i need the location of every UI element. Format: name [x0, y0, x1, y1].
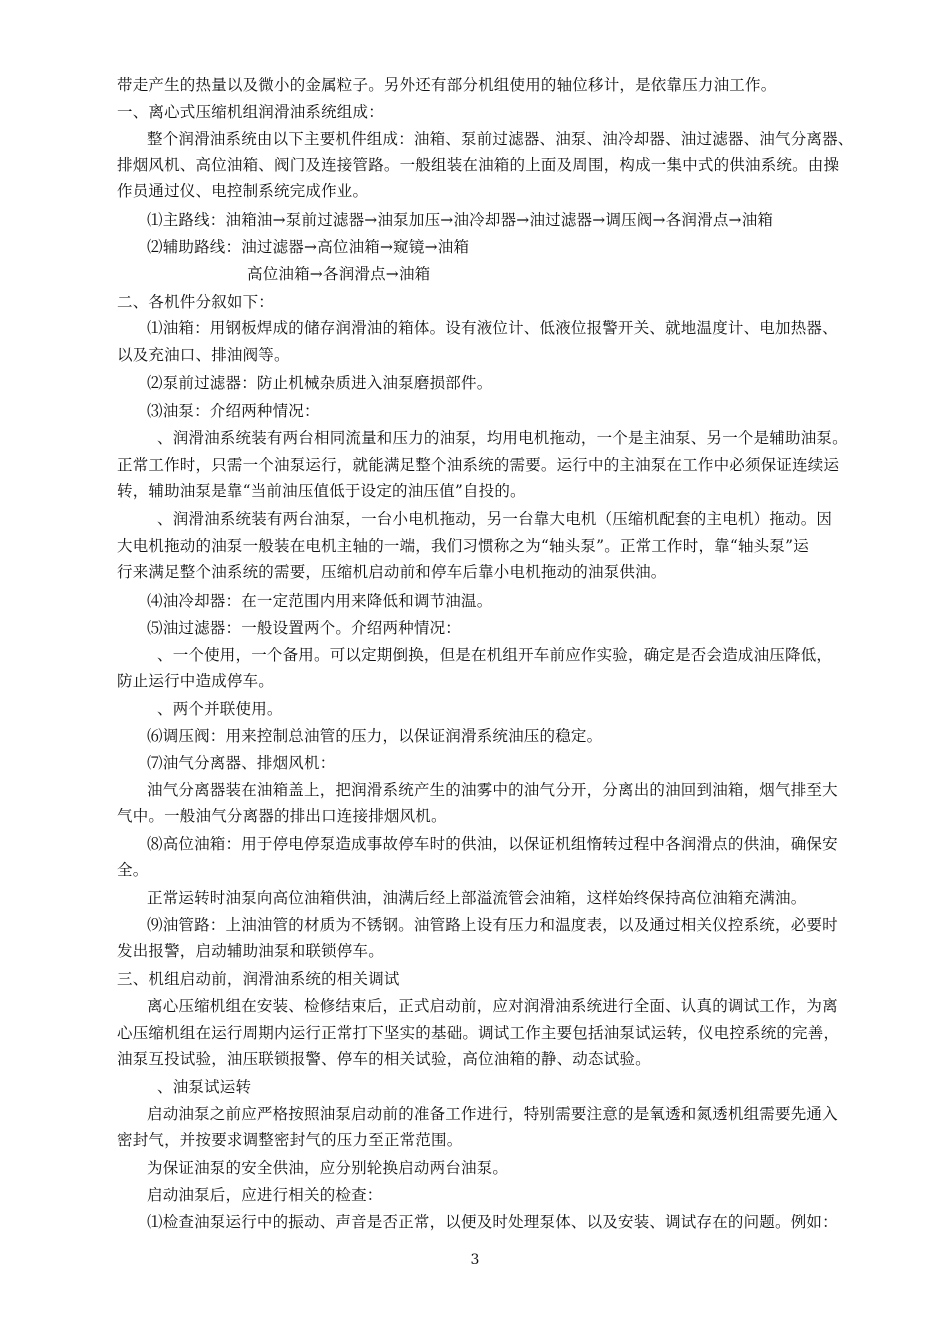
text-line: 启动油泵之前应严格按照油泵启动前的准备工作进行，特别需要注意的是氧透和氮透机组需要先通入 — [147, 1105, 838, 1123]
text-line: ⑻高位油箱：用于停电停泵造成事故停车时的供油，以保证机组惰转过程中各润滑点的供油，确保安 — [147, 835, 838, 853]
text-line: 密封气，并按要求调整密封气的压力至正常范围。 — [117, 1131, 463, 1149]
page-number: 3 — [470, 1252, 480, 1268]
text-line: ⑹调压阀：用来控制总油管的压力，以保证润滑系统油压的稳定。 — [147, 727, 603, 745]
text-line: 排烟风机、高位油箱、阀门及连接管路。一般组装在油箱的上面及周围，构成一集中式的供油系统。由操 — [117, 156, 840, 174]
text-line: ⑵辅助路线：油过滤器→高位油箱→窥镜→油箱 — [147, 238, 470, 256]
text-line: 、润滑油系统装有两台油泵，一台小电机拖动，另一台靠大电机（压缩机配套的主电机）拖动。因 — [157, 510, 833, 528]
text-line: 启动油泵后，应进行相关的检查： — [147, 1186, 383, 1204]
text-line: ⑼油管路：上油油管的材质为不锈钢。油管路上设有压力和温度表，以及通过相关仪控系统，必要时 — [147, 916, 838, 934]
text-line: ⑵泵前过滤器：防止机械杂质进入油泵磨损部件。 — [147, 374, 493, 392]
text-line: ⑶油泵：介绍两种情况： — [147, 402, 320, 420]
text-line: 、两个并联使用。 — [157, 700, 283, 718]
text-line: ⑴检查油泵运行中的振动、声音是否正常，以便及时处理泵体、以及安装、调试存在的问题。例如： — [147, 1213, 838, 1231]
text-line: 以及充油口、排油阀等。 — [117, 346, 290, 364]
text-line: 带走产生的热量以及微小的金属粒子。另外还有部分机组使用的轴位移计，是依靠压力油工作。 — [117, 76, 777, 94]
text-line: 行来满足整个油系统的需要，压缩机启动前和停车后靠小电机拖动的油泵供油。 — [117, 563, 667, 581]
text-line: 气中。一般油气分离器的排出口连接排烟风机。 — [117, 807, 447, 825]
text-line: 油泵互投试验，油压联锁报警、停车的相关试验，高位油箱的静、动态试验。 — [117, 1050, 651, 1068]
text-line: 为保证油泵的安全供油，应分别轮换启动两台油泵。 — [147, 1159, 509, 1177]
section-heading: 三、机组启动前，润滑油系统的相关调试 — [117, 970, 400, 988]
text-line: 整个润滑油系统由以下主要机件组成：油箱、泵前过滤器、油泵、油冷却器、油过滤器、油气分离器、 — [147, 130, 854, 148]
text-line: 发出报警，启动辅助油泵和联锁停车。 — [117, 942, 384, 960]
text-line: 转，辅助油泵是靠“当前油压值低于设定的油压值”自投的。 — [117, 482, 526, 500]
text-line: 正常工作时，只需一个油泵运行，就能满足整个油系统的需要。运行中的主油泵在工作中必须保证连续运 — [117, 456, 840, 474]
text-line: 防止运行中造成停车。 — [117, 672, 275, 690]
text-line: 高位油箱→各润滑点→油箱 — [247, 265, 431, 283]
text-line: 全。 — [117, 861, 149, 879]
text-line: 正常运转时油泵向高位油箱供油，油满后经上部溢流管会油箱，这样始终保持高位油箱充满油。 — [147, 889, 807, 907]
text-line: 油气分离器装在油箱盖上，把润滑系统产生的油雾中的油气分开，分离出的油回到油箱，烟气排至大 — [147, 781, 838, 799]
text-line: 心压缩机组在运行周期内运行正常打下坚实的基础。调试工作主要包括油泵试运转，仪电控系统的完善， — [117, 1024, 840, 1042]
text-line: ⑴油箱：用钢板焊成的储存润滑油的箱体。设有液位计、低液位报警开关、就地温度计、电加热器、 — [147, 319, 838, 337]
text-line: 、一个使用，一个备用。可以定期倒换，但是在机组开车前应作实验，确定是否会造成油压降低， — [157, 646, 833, 664]
text-line: ⑺油气分离器、排烟风机： — [147, 754, 336, 772]
text-line: 、油泵试运转 — [157, 1078, 252, 1096]
section-heading: 二、各机件分叙如下： — [117, 293, 275, 311]
text-line: ⑸油过滤器：一般设置两个。介绍两种情况： — [147, 619, 462, 637]
text-line: 作员通过仪、电控制系统完成作业。 — [117, 182, 369, 200]
text-line: 离心压缩机组在安装、检修结束后，正式启动前，应对润滑油系统进行全面、认真的调试工作，为离 — [147, 997, 838, 1015]
text-line: ⑷油冷却器：在一定范围内用来降低和调节油温。 — [147, 592, 493, 610]
text-line: 、润滑油系统装有两台相同流量和压力的油泵，均用电机拖动，一个是主油泵、另一个是辅助油泵。 — [157, 429, 848, 447]
text-line: ⑴主路线：油箱油→泵前过滤器→油泵加压→油冷却器→油过滤器→调压阀→各润滑点→油箱 — [147, 211, 774, 229]
section-heading: 一、离心式压缩机组润滑油系统组成： — [117, 103, 384, 121]
text-line: 大电机拖动的油泵一般装在电机主轴的一端，我们习惯称之为“轴头泵”。正常工作时，靠“轴头泵”运 — [117, 537, 809, 555]
